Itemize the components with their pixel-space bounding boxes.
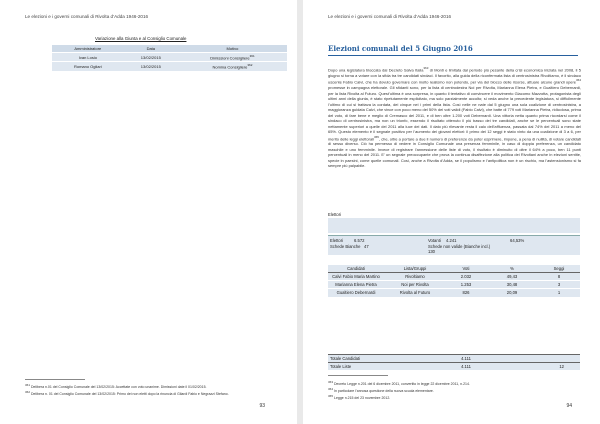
footnote: $^{362}$ Delibera n. 01 del Consiglio Comunale del 13/02/2015: Primo dei non eletti dopo la rinuncia di Gilardi Fabio e Negrazzi Stefano.: [25, 390, 229, 397]
footnote-ref: 362: [247, 63, 253, 68]
results-table: [328, 265, 580, 297]
table-row: [328, 281, 580, 289]
council-changes-table: [52, 45, 287, 71]
schede-bianche-label: Schede Bianche: [330, 244, 361, 249]
column-header: Lista/Gruppi: [384, 265, 446, 273]
page-number: 93: [259, 403, 265, 409]
change-reason: Nomina Consigliere$^{362}$: [178, 62, 287, 71]
footnote-ref: 361: [249, 54, 255, 58]
footnote: $^{361}$ Delibera n.01 del Consiglio Comunale del 13/02/2015: Accettate con voto unanime. Dimissioni date il 01/02/2015.: [25, 383, 207, 390]
footnote-divider: [328, 375, 388, 376]
change-date: 13/02/2015: [124, 53, 178, 62]
table-row: [328, 355, 580, 363]
votes: 826: [446, 289, 486, 297]
body-paragraph: [328, 66, 581, 169]
title-rule: [328, 55, 578, 56]
percent: 20,09: [486, 289, 538, 297]
table-row: [328, 289, 580, 297]
left-page: [0, 0, 297, 424]
voters-label: Elettori: [328, 212, 342, 217]
schede-nulle-label: Schede non valide (Bianche incl.): [428, 244, 491, 249]
total-candidates-value: 4.111: [446, 355, 486, 363]
footnotes: [328, 380, 578, 401]
votes: 2.032: [446, 273, 486, 281]
candidate-name: Marianna Elena Pietra: [328, 281, 384, 289]
shaded-box: [328, 218, 580, 233]
table-title: Variazione alla Giunta e al Consiglio Comunale: [95, 36, 187, 41]
percent: 49,43: [486, 273, 538, 281]
section-title: Elezioni comunali del 5 Giugno 2016: [328, 44, 473, 53]
footnote: $^{363}$ Decreto Legge n.201 del 6 dicembre 2011, convertito in legge 22 dicembre 2011, n.214.: [328, 380, 470, 387]
right-page: [303, 0, 600, 424]
list-name: Noi per Rivolta: [384, 281, 446, 289]
total-lists-label: Totale Liste: [328, 363, 446, 371]
total-lists-votes: 4.111: [446, 363, 486, 371]
seats: 1: [538, 289, 580, 297]
change-reason: Dimissioni Consigliere$^{361}$: [178, 53, 287, 62]
change-date: 13/02/2015: [124, 62, 178, 71]
schede-bianche-value: 47: [364, 244, 369, 249]
column-header: Data: [124, 45, 178, 53]
column-header: Voti: [446, 265, 486, 273]
turnout-percent: 64,53%: [510, 238, 525, 243]
footnote-divider: [25, 379, 85, 380]
admin-name: Ivan Losio: [52, 53, 124, 62]
candidate-name: Calvi Fabio Maria Martino: [328, 273, 384, 281]
table-row: [52, 53, 287, 62]
turnout-stats: [328, 236, 580, 255]
candidate-name: Gualtiero Debernardi: [328, 289, 384, 297]
table-row: [328, 363, 580, 371]
seats: 8: [538, 273, 580, 281]
footnote: $^{365}$ Legge n.215 del 23 novembre 2012.: [328, 394, 391, 401]
percent: 30,48: [486, 281, 538, 289]
footnotes: [25, 383, 275, 397]
column-header: Amministratore: [52, 45, 124, 53]
column-header: Seggi: [538, 265, 580, 273]
body-text-run: promesse in campagna elettorale. Gli sfidanti sono, per la lista di centrodestra Noi per Rivolta, Marianna Elena Pietra, e Gualtiero Debernardi, per la lista Rivolta al Futuro. Quest’ultima è una sorpresa, in quanto il tentativo di convincere il movimento Giacomo Mazzotta, protagonista degli ultimi anni della giunta, è stato ripetutamente esplicitato, ma solo parzialmente accolto; si veda anche la precedente legislatura, si difficilmente l’ultimo di cui si trattava la cordata, dei cinque nei i primi della lista. Così nelle ne nate dal 5 giugno una sola coalizione di centrosinistra, a maggioranza guidata Calvi, che vince con poco meno del 50% dei voti validi (Fabio Calvi), che batte di 779 voti Marianna Pietra, ridicolosa, prima del voto, di fare bene e meglio di Cremasco del 2011, e di ben oltre 1.200 voti Debernardi. Una vittoria netta quanto prima ricordarsi come il sindaco di centrosinistra, ma non un trionfo, essendo il risultato ottenuto il più basso dei tre candidati, anche se le percentuali sono state nettamente superiori a quelle del 2011 alla luce dei dati. Il dato più rilevante resta il calo dell’affluenza, passata dal 74% del 2011 a meno del 65%. Questo elemento è il segnale positivo per l’aumento dei giovani elettori: il primo dei 12 seggi è stato vinto da una coalizione di 3 a 6, per merito delle leggi elettorali: [328, 85, 582, 141]
footnote-ref: 363: [423, 66, 429, 70]
elettori-value: 6.572: [354, 238, 365, 243]
votes: 1.253: [446, 281, 486, 289]
footnote-ref: 364: [575, 78, 581, 83]
elettori-label: Elettori: [330, 238, 344, 243]
list-name: Rivoltiamo: [384, 273, 446, 281]
total-candidates-label: Totale Candidati: [328, 355, 446, 363]
body-text-run: Dopo una legislatura bloccata dal Decreto Salva Italia: [328, 67, 424, 73]
table-row: [52, 62, 287, 71]
page-number: 94: [566, 403, 572, 409]
running-head: Le elezioni e i governi comunali di Rivolta d’Adda 1946-2016: [328, 14, 452, 19]
column-header: Motivo: [178, 45, 287, 53]
body-text-run: , che, oltre a portare a due il numero di preferenze da poter esprimere, impone, a pena di nullità, di votare candidati di sesso diverso. Ciò ha permesso di vedere in Consiglio Comunale una presenza femminile, in caso di doppia preferenza, un candidato maschile e uno femminile. Invece di registrare l’annessione delle liste di voto, il risultato è diminuito di oltre il 64% a poco, ben 11 punti percentuali in meno del 2011. E’ un segnale preoccupante che prova la continua disaffezione alla politica dei Rivoltani anche in elezioni sentite, specie in paesini, come quelle comunali. Così, anche a Rivolta d’Adda, se il populismo e l’antipolitica non è un rischio, ma l’astensionismo si fa sempre più palpabile.: [328, 135, 581, 169]
schede-nulle-value: 130: [428, 249, 435, 254]
totals-table: [328, 354, 580, 370]
votanti-value: 4.241: [446, 238, 457, 243]
body-text-run: di Monti e limitata dal periodo più pesante della crisi economica iniziata nel 2008, il 5 giugno si torna a votare con la sfida tra tre candidati sindaci. Il favorito, alla guida della riconfermata lista di centrosinistra Rivoltiamo, è il sindaco uscente Fabio Calvi, che ha dovuto governare con molto realismo non potendo, per via del blocco delle risorse, attuare alcune grandi opere: [328, 67, 581, 85]
list-name: Rivolta al Futuro: [384, 289, 446, 297]
column-header: Candidati: [328, 265, 384, 273]
table-row: [328, 273, 580, 281]
column-header: %: [486, 265, 538, 273]
admin-name: Romano Ogliari: [52, 62, 124, 71]
total-lists-seats: 12: [486, 363, 580, 371]
seats: 3: [538, 281, 580, 289]
votanti-label: Votanti: [428, 238, 441, 243]
footnote-ref: 365: [373, 134, 379, 139]
running-head: Le elezioni e i governi comunali di Rivolta d’Adda 1946-2016: [25, 14, 149, 19]
footnote: $^{364}$ In particolare l’annosa questione della nuova scuola elementare.: [328, 387, 434, 394]
